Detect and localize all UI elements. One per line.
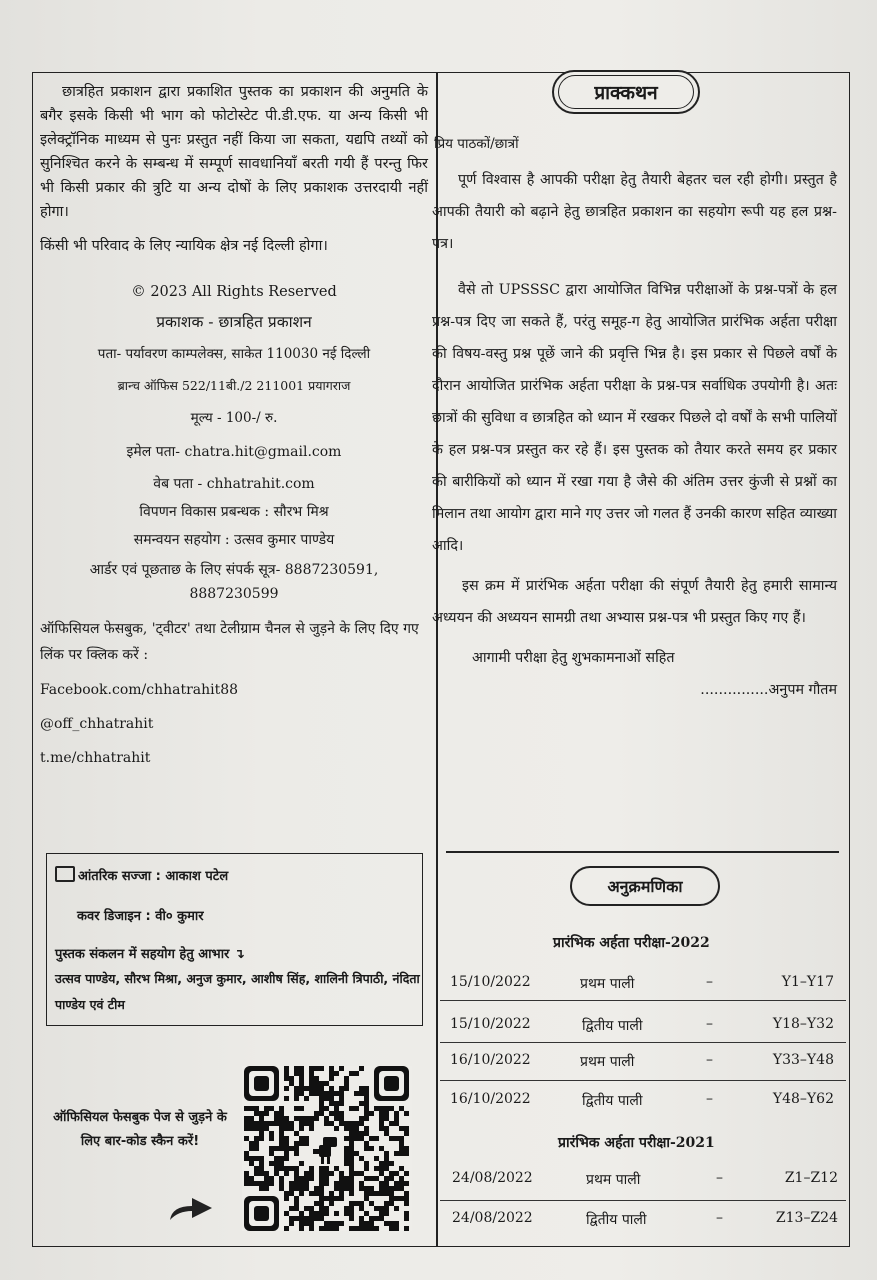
row-pages: Y18–Y32 [772, 1016, 834, 1032]
row-pages: Y33–Y48 [772, 1052, 834, 1068]
row-shift: प्रथम पाली [580, 976, 635, 992]
salutation: प्रिय पाठकों/छात्रों [434, 136, 519, 152]
index-title: अनुक्रमणिका [570, 866, 720, 906]
row-shift: द्वितीय पाली [582, 1093, 643, 1109]
coordination-line: समन्वयन सहयोग : उत्सव कुमार पाण्डेय [133, 532, 335, 548]
contact-line-2: 8887230599 [189, 586, 279, 602]
row-date: 16/10/2022 [450, 1091, 531, 1107]
qr-code[interactable] [242, 1066, 412, 1231]
row-shift: द्वितीय पाली [582, 1018, 643, 1034]
row-dash: – [706, 974, 713, 990]
row-pages: Y1–Y17 [781, 974, 834, 990]
index-section-2021-heading: प्रारंभिक अर्हता परीक्षा-2021 [558, 1135, 715, 1151]
row-date: 15/10/2022 [450, 974, 531, 990]
qr-instruction: ऑफिसियल फेसबुक पेज से जुड़ने के लिए बार-कोड स्कैन करें! [53, 1110, 227, 1149]
thanks-heading [55, 944, 245, 962]
social-instructions: ऑफिसियल फेसबुक, 'ट्वीटर' तथा टेलीग्राम चैनल से जुड़ने के लिए दिए गए लिंक पर क्लिक करें : [40, 621, 419, 663]
copyright-notice: छात्रहित प्रकाशन द्वारा प्रकाशित पुस्तक का प्रकाशन की अनुमति के बगैर इसके किसी भी भाग को फोटोस्टेट पी.डी.एफ. या अन्य किसी भी इलेक्ट्रॉनिक माध्यम से पुनः प्रस्तुत नहीं किया जा सकता, यद्यपि तथ्यों को सुनिश्चित करने के सम्बन्ध में सम्पूर्ण सावधानियाँ बरती गयी हैं परन्तु फिर भी किसी प्रकार की त्रुटि या अन्य दोषों के लिए प्रकाशक उत्तरदायी नहीं होगा। [40, 84, 428, 220]
interior-design-credit: आंतरिक सज्जा : आकाश पटेल [78, 869, 229, 884]
credits-box [46, 853, 423, 1026]
index-row[interactable] [450, 1210, 840, 1232]
row-dash: – [706, 1052, 713, 1068]
row-dash: – [706, 1091, 713, 1107]
price-line: मूल्य - 100-/ रु. [190, 410, 278, 426]
row-date: 24/08/2022 [452, 1210, 533, 1226]
preface-para-1: पूर्ण विश्वास है आपकी परीक्षा हेतु तैयारी बेहतर चल रही होगी। प्रस्तुत है आपकी तैयारी को बढ़ाने हेतु छात्रहित प्रकाशन का सहयोग रूपी यह हल प्रश्न-पत्र। [432, 172, 837, 252]
row-divider [440, 1080, 846, 1081]
facebook-link[interactable]: Facebook.com/chhatrahit88 [40, 682, 239, 698]
copyright-line: © 2023 All Rights Reserved [131, 284, 337, 300]
row-divider [440, 1200, 846, 1201]
index-row[interactable] [450, 1170, 840, 1192]
jurisdiction-text: किंसी भी परिवाद के लिए न्यायिक क्षेत्र नई दिल्ली होगा। [40, 238, 328, 254]
row-shift: द्वितीय पाली [586, 1212, 647, 1228]
marketing-manager: विपणन विकास प्रबन्धक : सौरभ मिश्र [139, 504, 329, 520]
email-line: इमेल पता- chatra.hit@gmail.com [126, 444, 342, 460]
preface-para-2: वैसे तो UPSSSC द्वारा आयोजित विभिन्न परीक्षाओं के प्रश्न-पत्रों के हल प्रश्न-पत्र दिए जा सकते हैं, परंतु समूह-ग हेतु आयोजित प्रारंभिक अर्हता परीक्षा की विषय-वस्तु प्रश्न पूछें जाने की प्रवृत्ति भिन्न है। इस प्रकार से पिछले वर्षों के दौरान आयोजित प्रारंभिक अर्हता परीक्षा के प्रश्न-पत्र सर्वाधिक उपयोगी है। अतः छात्रों की सुविधा व छात्रहित को ध्यान में रखकर पिछले दो वर्षों के सभी पालियों के हल प्रश्न-पत्र प्रस्तुत कर रहे हैं। इस पुस्तक को तैयार करते समय हर प्रकार की बारीकियों को ध्यान में रखा गया है जैसे की अंतिम उत्तर कुंजी से प्रश्नों का मिलान तथा आयोग द्वारा माने गए उत्तर जो गलत हैं उनकी कारण सहित व्याख्या आदि। [432, 282, 837, 554]
arrow-down-icon: ↴ [229, 947, 245, 962]
row-date: 16/10/2022 [450, 1052, 531, 1068]
contributors-list: उत्सव पाण्डेय, सौरभ मिश्रा, अनुज कुमार, आशीष सिंह, शालिनी त्रिपाठी, नंदिता पाण्डेय एवं टीम [55, 971, 420, 1012]
address-line: पता- पर्यावरण काम्पलेक्स, साकेत 110030 नई दिल्ली [97, 346, 371, 362]
cover-design-credit: कवर डिजाइन : वी० कुमार [77, 909, 204, 924]
row-date: 24/08/2022 [452, 1170, 533, 1186]
arrow-right-icon [168, 1194, 216, 1222]
index-row[interactable] [450, 1052, 840, 1074]
row-shift: प्रथम पाली [580, 1054, 635, 1070]
row-pages: Z1–Z12 [784, 1170, 838, 1186]
index-row[interactable] [450, 1091, 840, 1113]
wishes-line: आगामी परीक्षा हेतु शुभकामनाओं सहित [472, 650, 675, 666]
branch-line: ब्रान्च ऑफिस 522/11बी./2 211001 प्रयागराज [117, 378, 351, 393]
row-shift: प्रथम पाली [586, 1172, 641, 1188]
twitter-handle[interactable]: @off_chhatrahit [40, 716, 154, 732]
preface-para-3: इस क्रम में प्रारंभिक अर्हता परीक्षा की संपूर्ण तैयारी हेतु हमारी सामान्य अध्ययन की अध्ययन सामग्री तथा अभ्यास प्रश्न-पत्र भी प्रस्तुत किए गए हैं। [432, 578, 837, 626]
left-column [40, 80, 428, 770]
row-divider [440, 1000, 846, 1001]
index-section-2022-heading: प्रारंभिक अर्हता परीक्षा-2022 [553, 935, 710, 951]
telegram-link[interactable]: t.me/chhatrahit [40, 750, 151, 766]
row-pages: Y48–Y62 [772, 1091, 834, 1107]
thanks-text: पुस्तक संकलन में सहयोग हेतु आभार [55, 947, 230, 962]
preface-column [432, 130, 837, 706]
index-row[interactable] [450, 1016, 840, 1038]
signature: ...............अनुपम गौतम [700, 682, 837, 698]
row-date: 15/10/2022 [450, 1016, 531, 1032]
interior-design-row [55, 866, 228, 884]
website-line: वेब पता - chhatrahit.com [153, 476, 315, 492]
row-dash: – [716, 1170, 723, 1186]
publisher-line: प्रकाशक - छात्रहित प्रकाशन [156, 313, 312, 331]
index-row[interactable] [450, 974, 840, 996]
preface-title: प्राक्कथन [552, 70, 700, 114]
row-divider [440, 1042, 846, 1043]
section-separator [446, 851, 839, 853]
row-pages: Z13–Z24 [775, 1210, 838, 1226]
row-dash: – [706, 1016, 713, 1032]
contact-line-1: आर्डर एवं पूछताछ के लिए संपर्क सूत्र- 8887230591, [89, 562, 379, 578]
computer-icon [55, 866, 75, 882]
row-dash: – [716, 1210, 723, 1226]
